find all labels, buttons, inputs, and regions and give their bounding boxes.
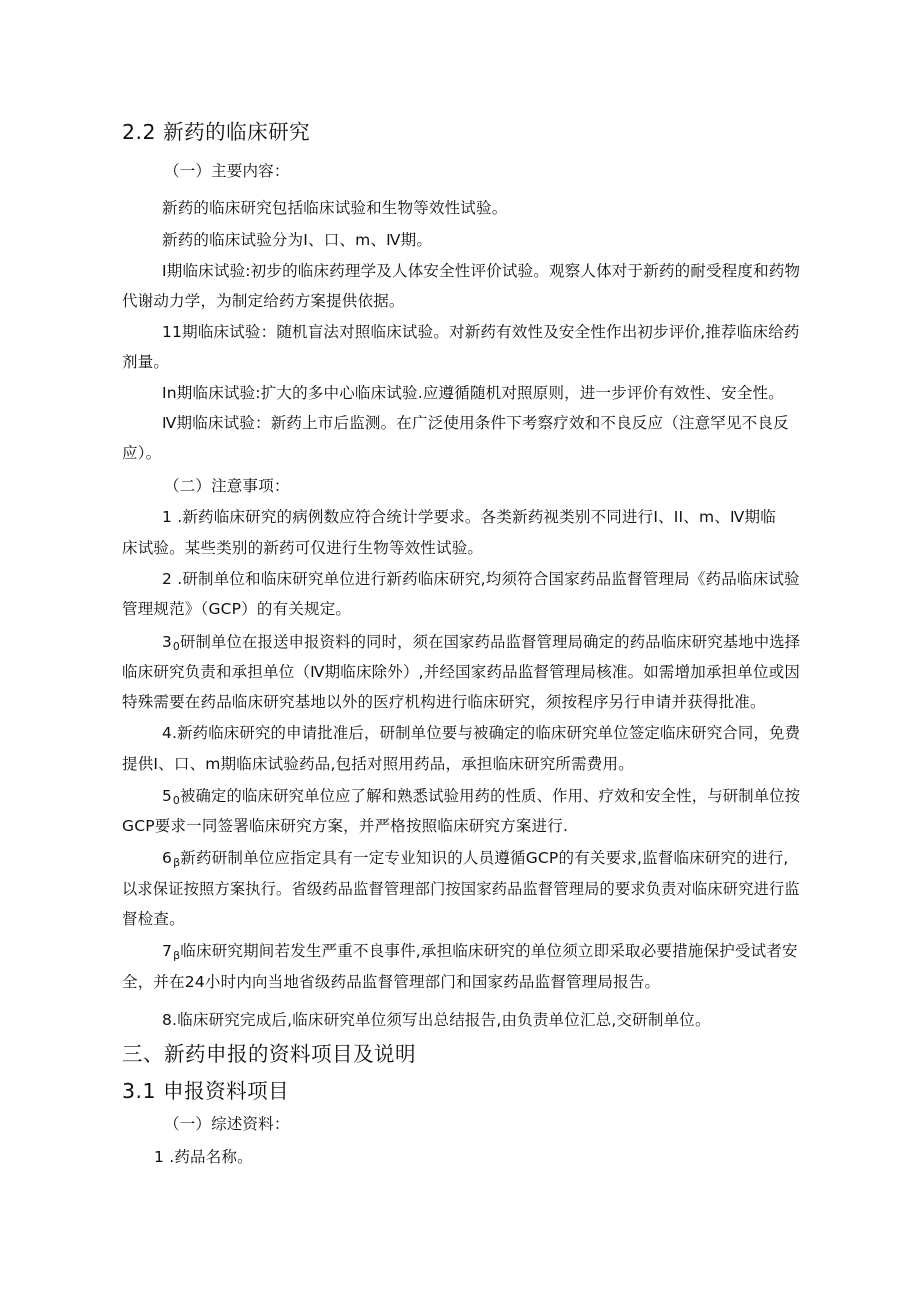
- list-item-line: 全，并在24小时内向当地省级药品监督管理部门和国家药品监督管理局报告。: [122, 973, 661, 991]
- list-item-text: 新药研制单位应指定具有一定专业知识的人员遵循GCP的有关要求,监督临床研究的进行,: [180, 849, 789, 867]
- paragraph-line: 剂量。: [122, 353, 170, 371]
- list-number: 7: [162, 942, 173, 960]
- paragraph-line: 应）。: [122, 444, 162, 462]
- paragraph-line: In期临床试验:扩大的多中心临床试验.应遵循随机对照原则，进一步评价有效性、安全性。: [162, 384, 784, 402]
- list-number: 5: [162, 787, 172, 805]
- section-heading-2-2: 2.2 新药的临床研究: [122, 120, 311, 144]
- list-item-line: 8.临床研究完成后,临床研究单位须写出总结报告,由负责单位汇总,交研制单位。: [162, 1011, 711, 1029]
- list-number-subscript: β: [173, 949, 181, 962]
- paragraph-line: Ⅳ期临床试验：新药上市后监测。在广泛使用条件下考察疗效和不良反应（注意罕见不良反: [162, 414, 789, 432]
- list-item-line: 提供Ⅰ、口、m期临床试验药品,包括对照用药品，承担临床研究所需费用。: [122, 755, 634, 773]
- list-item-line: [162, 785, 800, 812]
- list-number: 3: [162, 633, 172, 651]
- list-item-line: 2 .研制单位和临床研究单位进行新药临床研究,均须符合国家药品监督管理局《药品临床试验: [162, 570, 800, 588]
- list-item-line: 特殊需要在药品临床研究基地以外的医疗机构进行临床研究，须按程序另行申请并获得批准。: [122, 693, 766, 711]
- list-item-line: 督检查。: [122, 910, 185, 928]
- list-item-text: 研制单位在报送申报资料的同时，须在国家药品监督管理局确定的药品临床研究基地中选择: [180, 633, 801, 651]
- section-heading-3: 三、新药申报的资料项目及说明: [122, 1042, 416, 1066]
- section-heading-3-1: 3.1 申报资料项目: [122, 1079, 290, 1103]
- list-item-text: 被确定的临床研究单位应了解和熟悉试验用药的性质、作用、疗效和安全性，与研制单位按: [180, 787, 801, 805]
- list-item-line: 管理规范》（GCP）的有关规定。: [122, 600, 352, 618]
- paragraph-line: 新药的临床研究包括临床试验和生物等效性试验。: [162, 199, 508, 217]
- list-item-line: 4.新药临床研究的申请批准后，研制单位要与被确定的临床研究单位签定临床研究合同，免费: [162, 724, 801, 742]
- paragraph-line: 代谢动力学，为制定给药方案提供依据。: [122, 292, 405, 310]
- list-item-line: 床试验。某些类别的新药可仅进行生物等效性试验。: [122, 539, 484, 557]
- list-item-line: 以求保证按照方案执行。省级药品监督管理部门按国家药品监督管理局的要求负责对临床研究进行监: [122, 880, 800, 898]
- list-item-line: [162, 940, 798, 967]
- list-item-line: [162, 631, 800, 658]
- list-item-text: 临床研究期间若发生严重不良事件,承担临床研究的单位须立即采取必要措施保护受试者安: [180, 942, 798, 960]
- list-number-subscript: 0: [172, 794, 181, 807]
- subheading-main-content: （一）主要内容：: [164, 162, 290, 180]
- list-item-line: 临床研究负责和承担单位（Ⅳ期临床除外）,并经国家药品监督管理局核准。如需增加承担单位或因: [122, 663, 801, 681]
- paragraph-line: Ⅰ期临床试验:初步的临床药理学及人体安全性评价试验。观察人体对于新药的耐受程度和药物: [162, 262, 801, 280]
- list-item-line: 1 .药品名称。: [154, 1148, 253, 1166]
- subheading-summary: （一）综述资料：: [164, 1115, 290, 1133]
- list-item-line: 1 .新药临床研究的病例数应符合统计学要求。各类新药视类别不同进行Ⅰ、II、m、Ⅳ期临: [162, 508, 776, 526]
- list-number-subscript: 0: [172, 640, 181, 653]
- list-item-line: GCP要求一同签署临床研究方案，并严格按照临床研究方案进行.: [122, 817, 569, 835]
- list-number-subscript: β: [173, 856, 181, 869]
- paragraph-line: 11期临床试验：随机盲法对照临床试验。对新药有效性及安全性作出初步评价,推荐临床给药: [162, 323, 800, 341]
- list-item-line: [162, 847, 789, 874]
- paragraph-line: 新药的临床试验分为Ⅰ、口、m、Ⅳ期。: [162, 231, 433, 249]
- subheading-notes: （二）注意事项：: [164, 477, 290, 495]
- list-number: 6: [162, 849, 173, 867]
